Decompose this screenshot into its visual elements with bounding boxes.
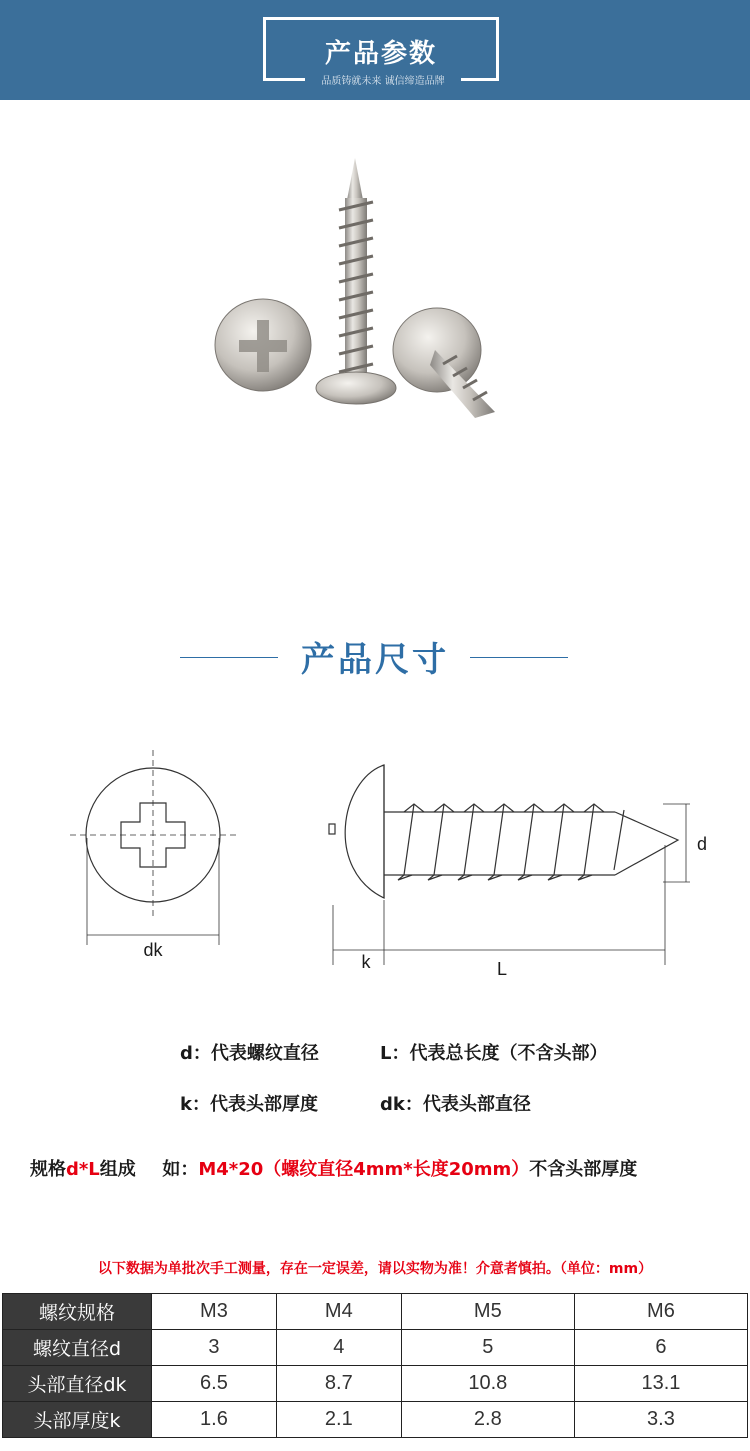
table-cell: M5 xyxy=(401,1294,574,1330)
legend-L: L：代表总长度（不含头部） xyxy=(380,1043,608,1064)
table-cell: 3 xyxy=(152,1330,277,1366)
table-cell: M4 xyxy=(276,1294,401,1330)
legend-d: d：代表螺纹直径 xyxy=(180,1043,319,1064)
table-cell: M6 xyxy=(574,1294,747,1330)
screw-left xyxy=(215,299,311,391)
spec-part3: 组成 xyxy=(99,1159,136,1180)
spec-part1: 规格 xyxy=(30,1159,66,1180)
spec-part6: 不含头部厚度 xyxy=(529,1159,638,1180)
measurement-note: 以下数据为单批次手工测量，存在一定误差，请以实物为准！介意者慎拍。（单位：mm） xyxy=(97,1261,653,1277)
legend-dk: dk：代表头部直径 xyxy=(380,1094,531,1115)
dim-label-k: k xyxy=(361,952,371,972)
table-row xyxy=(3,1294,748,1330)
table-cell: 5 xyxy=(401,1330,574,1366)
screw-right xyxy=(393,308,495,418)
spec-explanation xyxy=(30,1155,637,1181)
spec-part2: d*L xyxy=(66,1159,100,1180)
spec-part4: 如： xyxy=(162,1159,199,1180)
row-header: 螺纹规格 xyxy=(3,1294,152,1330)
table-cell: 3.3 xyxy=(574,1402,747,1438)
table-cell: 8.7 xyxy=(276,1366,401,1402)
head-side-view xyxy=(345,765,384,898)
dim-label-L: L xyxy=(496,959,508,979)
top-banner xyxy=(0,0,750,100)
table-cell: 6.5 xyxy=(152,1366,277,1402)
section-title: 产品尺寸 xyxy=(301,640,449,680)
screw-center xyxy=(316,158,396,404)
table-cell: 10.8 xyxy=(401,1366,574,1402)
banner-subtitle: 品质铸就未来 诚信缔造品牌 xyxy=(305,72,461,87)
table-cell: M3 xyxy=(152,1294,277,1330)
dim-label-dk: dk xyxy=(143,940,163,960)
spec-table xyxy=(2,1293,748,1438)
table-cell: 2.8 xyxy=(401,1402,574,1438)
table-cell: 13.1 xyxy=(574,1366,747,1402)
table-cell: 2.1 xyxy=(276,1402,401,1438)
table-row xyxy=(3,1402,748,1438)
table-row xyxy=(3,1330,748,1366)
title-rule-right xyxy=(470,657,568,658)
spec-example: M4*20（螺纹直径4mm*长度20mm） xyxy=(198,1159,530,1180)
table-cell: 1.6 xyxy=(152,1402,277,1438)
row-header: 螺纹直径d xyxy=(3,1330,152,1366)
dimension-drawing xyxy=(0,740,750,990)
row-header: 头部厚度k xyxy=(3,1402,152,1438)
table-row xyxy=(3,1366,748,1402)
legend-k: k：代表头部厚度 xyxy=(180,1094,318,1115)
table-cell: 4 xyxy=(276,1330,401,1366)
product-photo xyxy=(205,150,505,430)
row-header: 头部直径dk xyxy=(3,1366,152,1402)
table-cell: 6 xyxy=(574,1330,747,1366)
dim-label-d: d xyxy=(696,834,708,854)
banner-title: 产品参数 xyxy=(324,39,437,69)
